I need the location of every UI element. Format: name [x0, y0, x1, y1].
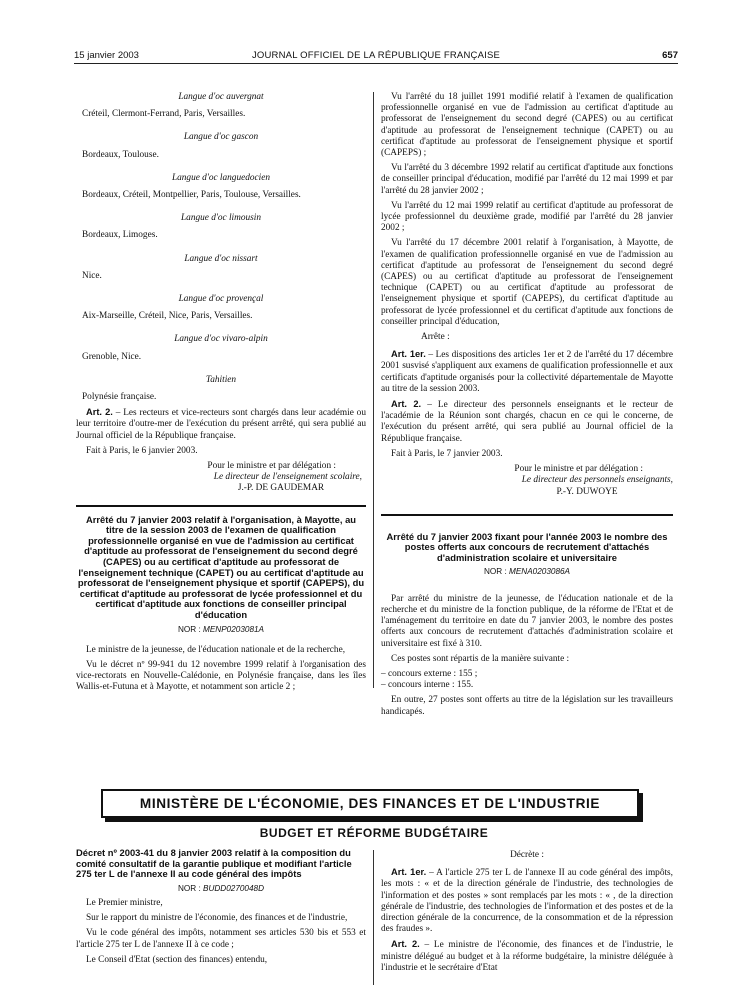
paragraph: Vu l'arrêté du 18 juillet 1991 modifié relatif à l'examen de qualification professionnelle organisé en vue de l'admission au certificat d'aptitude au professorat de l'enseignement du second degré (CAPES) ou au certificat d'aptitude au professorat de l'enseignement technique (CAPET) ou au certificat d'aptitude au professorat de l'enseignement physique et sportif (CAPEPS) ;	[381, 92, 673, 159]
langue-heading: Tahitien	[205, 374, 237, 385]
arrete-title: Arrêté du 7 janvier 2003 relatif à l'organisation, à Mayotte, au titre de la session 2003 de l'examen de qualification professionnelle organisé en vue de l'admission au certificat d'aptitude au professorat de l'enseignement du second degré (CAPES) ou au certificat d'aptitude au professorat de l'enseignement technique (CAPET) ou au certificat d'aptitude au professorat de l'enseignement physique et sportif (CAPEPS), du certificat d'aptitude au professorat de lycée professionnel et du certificat d'aptitude aux fonctions de conseiller principal d'éducation	[77, 513, 365, 621]
langue-heading: Langue d'oc vivaro-alpin	[174, 334, 268, 345]
list-item: – concours externe : 155 ;	[381, 668, 478, 679]
paragraph: Vu le code général des impôts, notamment ses articles 530 bis et 553 et l'article 275 ter L de l'annexe II à ce code ;	[76, 928, 366, 950]
langue-cities: Bordeaux, Créteil, Montpellier, Paris, Toulouse, Versailles.	[82, 190, 301, 201]
right-column	[381, 92, 673, 722]
article-text: – Le directeur des personnels enseignants et le recteur de l'académie de la Réunion sont chargés, chacun en ce qui le concerne, de l'exécution du présent arrêté, qui sera publié au Journal officiel de la République française.	[381, 400, 673, 444]
nor-value: BUDD0270048D	[203, 883, 265, 893]
article-1-paragraph	[381, 867, 673, 935]
paragraph: Vu l'arrêté du 12 mai 1999 relatif au certificat d'aptitude au professorat de lycée professionnel du deuxième grade, modifié par l'arrêté du 28 janvier 2002 ;	[381, 200, 673, 234]
paragraph: Sur le rapport du ministre de l'économie, des finances et de l'industrie,	[86, 913, 348, 924]
left-column	[76, 92, 366, 698]
header-date: 15 janvier 2003	[74, 50, 139, 61]
nor-value: MENP0203081A	[203, 624, 265, 634]
paragraph: Vu l'arrêté du 3 décembre 1992 relatif au certificat d'aptitude aux fonctions de conseiller principal d'éducation, modifié par l'arrêté du 12 mai 1999 et par l'arrêté du 28 janvier 2002 ;	[381, 163, 673, 196]
ministry-banner: MINISTÈRE DE L'ÉCONOMIE, DES FINANCES ET DE L'INDUSTRIE	[101, 789, 639, 818]
langue-cities: Aix-Marseille, Créteil, Nice, Paris, Versailles.	[82, 311, 253, 322]
nor-label: NOR :	[483, 567, 507, 577]
signature-title: Le directeur de l'enseignement scolaire,	[213, 472, 362, 483]
decret-title: Décret nº 2003-41 du 8 janvier 2003 relatif à la composition du comité consultatif de la garantie publique et modifiant l'article 275 ter L de l'annexe II au code général des impôts	[76, 847, 352, 880]
arrete-label: Arrête :	[421, 332, 450, 343]
section-divider	[381, 514, 673, 516]
article-2-paragraph	[381, 939, 673, 974]
decrete-label: Décrète :	[510, 850, 544, 860]
column-divider	[373, 850, 374, 985]
nor-reference	[76, 624, 366, 635]
langue-heading: Langue d'oc nissart	[184, 253, 258, 264]
langue-cities: Polynésie française.	[82, 392, 157, 403]
fait-line: Fait à Paris, le 6 janvier 2003.	[86, 445, 198, 456]
article-text: – Les recteurs et vice-recteurs sont chargés dans leur académie ou leur territoire d'outre-mer de l'exécution du présent arrêté, qui sera publié au Journal officiel de la République française.	[76, 408, 366, 441]
nor-label: NOR :	[177, 624, 201, 634]
signature-name: P.-Y. DUWOYE	[556, 486, 618, 497]
paragraph: Vu l'arrêté du 17 décembre 2001 relatif à l'organisation, à Mayotte, de l'examen de qualification professionnelle organisé en vue de l'admission au certificat d'aptitude au professorat de l'enseignement du second degré (CAPES) ou au certificat d'aptitude au professorat de l'enseignement technique (CAPET) ou au certificat d'aptitude au professorat de l'enseignement physique et sportif (CAPEPS), du certificat d'aptitude au professorat de lycée professionnel et du certificat d'aptitude aux fonctions de conseiller principal d'éducation,	[381, 238, 673, 327]
article-text: – A l'article 275 ter L de l'annexe II au code général des impôts, les mots : « et de la direction générale de l'industrie, des technologies de l'information et des postes » sont remplacés par les mots : « , de la direction générale de l'industrie, des technologies de l'information et des postes et de la direction générale de la concurrence, de la consommation et de la répression des fraudes ».	[381, 868, 673, 935]
nor-reference	[76, 883, 366, 894]
langue-heading: Langue d'oc auvergnat	[178, 92, 264, 102]
langue-cities: Créteil, Clermont-Ferrand, Paris, Versailles.	[82, 109, 246, 120]
page-header	[74, 50, 678, 64]
article-text: – Le ministre de l'économie, des finances et de l'industrie, le ministre délégué au budget et à la réforme budgétaire, la ministre déléguée à l'industrie et le secrétaire d'Etat	[381, 940, 673, 973]
article-text: – Les dispositions des articles 1er et 2 de l'arrêté du 17 décembre 2001 susvisé s'appliquent aux examens de qualification professionnelle et aux certificats d'aptitude organisés pour la collectivité départementale de Mayotte au titre de la session 2003.	[381, 350, 673, 394]
article-label: Art. 2.	[86, 407, 113, 418]
article-label: Art. 2.	[391, 939, 420, 950]
section-title: BUDGET ET RÉFORME BUDGÉTAIRE	[259, 826, 489, 840]
langue-cities: Bordeaux, Toulouse.	[82, 149, 159, 160]
left-column-bottom	[76, 848, 366, 970]
article-label: Art. 1er.	[391, 867, 427, 878]
langue-heading: Langue d'oc gascon	[183, 132, 259, 143]
article-2-paragraph	[381, 399, 673, 445]
column-divider	[373, 92, 374, 688]
list-item: – concours interne : 155.	[381, 680, 474, 691]
page-number: 657	[662, 50, 678, 61]
langue-heading: Langue d'oc languedocien	[171, 172, 271, 183]
article-1-paragraph	[381, 349, 673, 395]
nor-value: MENA0203086A	[509, 567, 571, 577]
signature-line: Pour le ministre et par délégation :	[207, 461, 336, 472]
right-column-bottom	[381, 848, 673, 978]
signature-name: J.-P. DE GAUDEMAR	[237, 483, 325, 494]
header-rule	[74, 63, 678, 64]
langue-cities: Bordeaux, Limoges.	[82, 230, 158, 241]
signature-line: Pour le ministre et par délégation :	[514, 464, 643, 475]
arrete-title: Arrêté du 7 janvier 2003 fixant pour l'année 2003 le nombre des postes offerts aux concours de recrutement d'attachés d'administration scolaire et universitaire	[386, 530, 668, 563]
paragraph: Par arrêté du ministre de la jeunesse, de l'éducation nationale et de la recherche et du ministre de la fonction publique, de la réforme de l'Etat et de l'aménagement du territoire en date du 7 janvier 2003, le nombre des postes offerts aux concours de recrutement d'attachés d'administration scolaire et universitaire est fixé à 310.	[381, 593, 673, 649]
paragraph: En outre, 27 postes sont offerts au titre de la législation sur les travailleurs handicapés.	[381, 695, 673, 717]
signature-title: Le directeur des personnels enseignants,	[521, 475, 673, 486]
section-divider	[76, 505, 366, 507]
langue-heading: Langue d'oc limousin	[181, 213, 261, 224]
langue-cities: Nice.	[82, 270, 102, 281]
paragraph: Vu le décret nº 99-941 du 12 novembre 1999 relatif à l'organisation des vice-rectorats en Nouvelle-Calédonie, en Polynésie française, dans les îles Wallis-et-Futuna et à Mayotte, et notamment son article 2 ;	[76, 660, 366, 693]
article-label: Art. 2.	[391, 399, 422, 410]
langue-heading: Langue d'oc provençal	[178, 294, 264, 305]
nor-label: NOR :	[177, 883, 201, 893]
header-title: JOURNAL OFFICIEL DE LA RÉPUBLIQUE FRANÇAISE	[251, 50, 501, 61]
nor-reference	[381, 566, 673, 577]
langue-cities: Grenoble, Nice.	[82, 351, 142, 362]
article-2-paragraph	[76, 407, 366, 442]
fait-line: Fait à Paris, le 7 janvier 2003.	[391, 448, 503, 459]
article-label: Art. 1er.	[391, 349, 426, 360]
paragraph: Le ministre de la jeunesse, de l'éducation nationale et de la recherche,	[86, 644, 346, 655]
paragraph: Le Conseil d'Etat (section des finances) entendu,	[86, 954, 268, 965]
paragraph: Le Premier ministre,	[86, 897, 163, 908]
paragraph: Ces postes sont répartis de la manière suivante :	[391, 653, 570, 664]
